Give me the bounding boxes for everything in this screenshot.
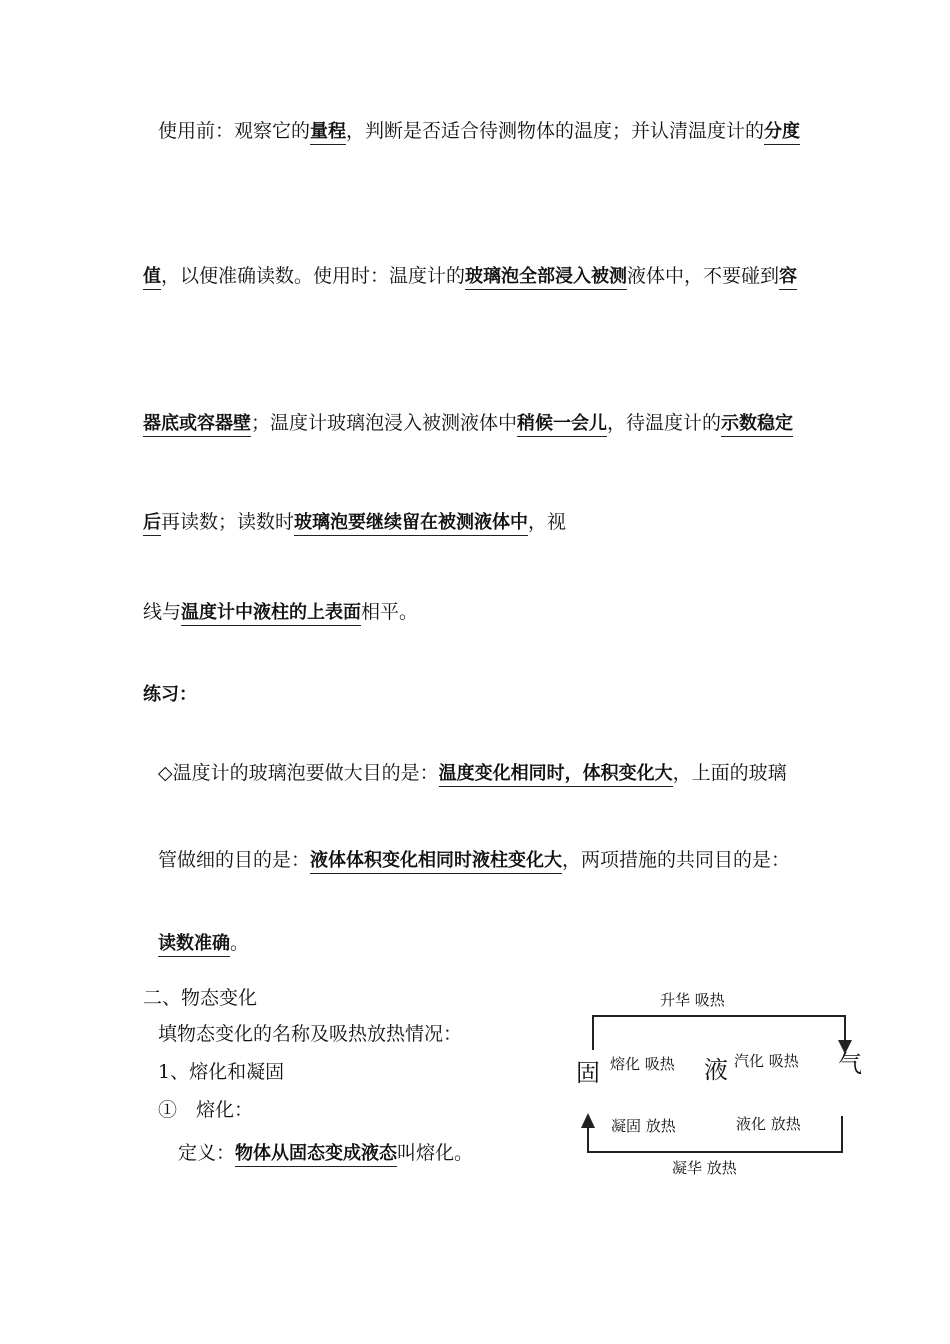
label-vaporization: 汽化 吸热: [734, 1052, 799, 1070]
answer-wait: 稍候一会儿: [517, 413, 607, 437]
state-solid: 固: [576, 1059, 600, 1087]
answer-division: 分度: [764, 121, 800, 145]
section2-title: 二、物态变化: [143, 987, 258, 1009]
answer-bulb-immersed: 玻璃泡全部浸入被测: [465, 266, 627, 290]
label-deposition: 凝华 放热: [672, 1159, 737, 1177]
answer-q2: 液体体积变化相同时液柱变化大: [310, 850, 562, 874]
practice-heading: 练习：: [143, 684, 197, 705]
text: 。: [230, 932, 250, 954]
text: 相平。: [361, 601, 419, 623]
text: ，视: [528, 511, 567, 533]
label-sublimation: 升华 吸热: [660, 991, 725, 1009]
text: ；温度计玻璃泡浸入被测液体中: [251, 412, 518, 434]
answer-container-cont: 器底或容器壁: [143, 413, 251, 437]
text: ，判断是否适合待测物体的温度；并认清温度计的: [346, 120, 765, 142]
text: ，上面的玻璃: [672, 762, 787, 784]
label-liquefaction: 液化 放热: [736, 1115, 801, 1133]
section2-intro: 填物态变化的名称及吸热放热情况：: [158, 1023, 463, 1045]
text: ，待温度计的: [607, 412, 722, 434]
label-solidification: 凝固 放热: [611, 1117, 676, 1135]
answer-container: 容: [779, 266, 797, 290]
label-melting: 熔化 吸热: [610, 1055, 675, 1073]
up-arrowhead: [581, 1113, 595, 1128]
answer-stable: 示数稳定: [721, 413, 793, 437]
text: ◇温度计的玻璃泡要做大目的是：: [158, 762, 439, 784]
section2-sub1: 1、熔化和凝固: [158, 1061, 285, 1083]
answer-surface: 温度计中液柱的上表面: [181, 602, 361, 626]
answer-stable-cont: 后: [143, 512, 161, 536]
top-bracket-line: [593, 1016, 845, 1050]
answer-definition: 物体从固态变成液态: [235, 1143, 397, 1167]
text: 叫熔化。: [397, 1142, 474, 1164]
text: 再读数；读数时: [161, 511, 295, 533]
text: 液体中，不要碰到: [627, 265, 780, 287]
answer-range: 量程: [310, 121, 346, 145]
text: 定义：: [178, 1142, 236, 1164]
text: 线与: [143, 601, 182, 623]
answer-q3: 读数准确: [158, 933, 230, 957]
answer-division-cont: 值: [143, 266, 161, 290]
answer-q1: 温度变化相同时，体积变化大: [439, 763, 673, 787]
state-gas: 气: [838, 1050, 862, 1078]
text: ，两项措施的共同目的是：: [562, 849, 791, 871]
section2-item1: ① 熔化：: [158, 1099, 254, 1121]
text: ，以便准确读数。使用时：温度计的: [161, 265, 466, 287]
answer-keep-bulb: 玻璃泡要继续留在被测液体中: [294, 512, 528, 536]
text: 使用前：观察它的: [158, 120, 311, 142]
state-liquid: 液: [704, 1056, 728, 1084]
text: 管做细的目的是：: [158, 849, 311, 871]
